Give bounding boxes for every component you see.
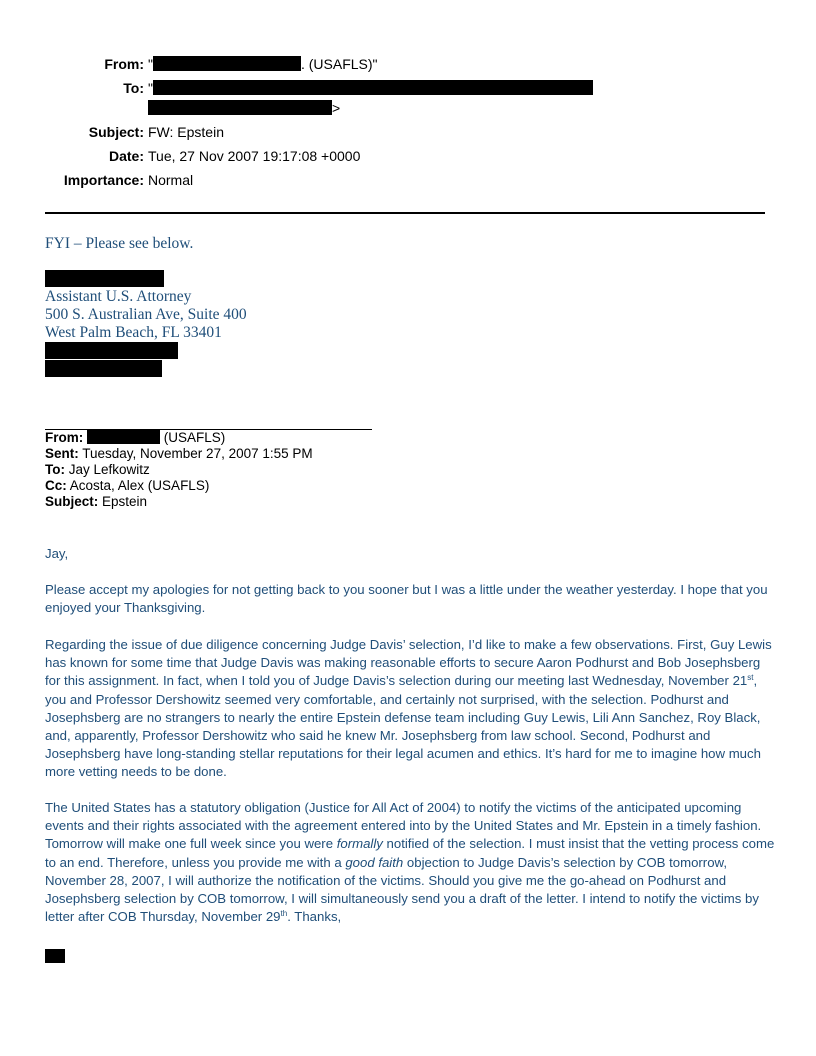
paragraph-1: Please accept my apologies for not getting back to you sooner but I was a little under the weather yesterday. I hope that you enjoyed your Thanksgiving. [45,582,768,616]
from-prefix: " [148,56,153,72]
fwd-from-suffix: (USAFLS) [160,430,226,445]
date-value: Tue, 27 Nov 2007 19:17:08 +0000 [148,148,361,164]
to-prefix: " [148,80,153,96]
from-label: From: [104,56,144,72]
signature-block [45,270,247,378]
importance-label: Importance: [63,172,144,188]
redaction-block [45,360,162,377]
fwd-subject-label: Subject: [45,494,99,509]
paragraph-2: Regarding the issue of due diligence concerning Judge Davis’ selection, I’d like to make a few observations. First, Guy Lewis has known for some time that Judge Davis was making reasonable efforts to secure Aaron Podhurst and Bob Josephsberg for this assignment. In fact, when I told you of Judge Davis’s selection during our meeting last Wednesday, November 21st, you and Professor Dershowitz seemed very comfortable, and certainly not surprised, with the selection. Podhurst and Josephsberg are no strangers to nearly the entire Epstein defense team including Guy Lewis, Lili Ann Sanchez, Roy Black, and, apparently, Professor Dershowitz who said he knew Mr. Josephsberg from law school. Second, Podhurst and Josephsberg have long-standing stellar reputations for their legal acumen and ethics. It’s hard for me to imagine how much more vetting needs to be done. [45,637,772,780]
fwd-cc-label: Cc: [45,478,67,493]
fwd-to-value: Jay Lefkowitz [65,462,150,477]
from-suffix: . (USAFLS)" [300,56,378,72]
subject-value: FW: Epstein [148,124,224,140]
signature-address2: West Palm Beach, FL 33401 [45,324,222,341]
signoff-redaction [45,948,65,966]
to-suffix: > [332,100,341,116]
redaction-block [148,100,332,115]
header-divider [45,212,765,214]
fyi-line: FYI – Please see below. [45,235,194,252]
fwd-sent-value: Tuesday, November 27, 2007 1:55 PM [78,446,313,461]
paragraph-3: The United States has a statutory obligation (Justice for All Act of 2004) to notify the victims of the anticipated upcoming events and their rights associated with the agreement entered into by the United States and Mr. Epstein in a timely fashion. Tomorrow will make one full week since you were formally notified of the selection. I must insist that the vetting process come to an end. Therefore, unless you provide me with a good faith objection to Judge Davis’s selection by COB tomorrow, November 28, 2007, I will authorize the notification of the victims. Should you give me the go-ahead on Podhurst and Josephsberg selection by COB tomorrow, I will simultaneously send you a draft of the letter. I intend to notify the victims by letter after COB Thursday, November 29th. Thanks, [45,800,775,925]
to-label: To: [123,80,144,96]
fwd-cc-value: Acosta, Alex (USAFLS) [66,478,210,493]
redaction-block [153,80,593,95]
redaction-block [45,270,164,287]
fwd-sent-label: Sent: [45,446,79,461]
signature-title: Assistant U.S. Attorney [45,288,192,305]
fwd-subject-value: Epstein [98,494,148,509]
redaction-block [87,430,160,444]
forwarded-header [45,430,313,510]
signature-address1: 500 S. Australian Ave, Suite 400 [45,306,247,323]
fwd-to-label: To: [45,462,65,477]
redaction-block [153,56,301,71]
fwd-from-label: From: [45,430,84,445]
date-label: Date: [108,148,144,164]
redaction-block [45,342,178,359]
redaction-block [45,949,65,963]
subject-label: Subject: [88,124,144,140]
greeting: Jay, [45,546,69,561]
importance-value: Normal [148,172,194,188]
